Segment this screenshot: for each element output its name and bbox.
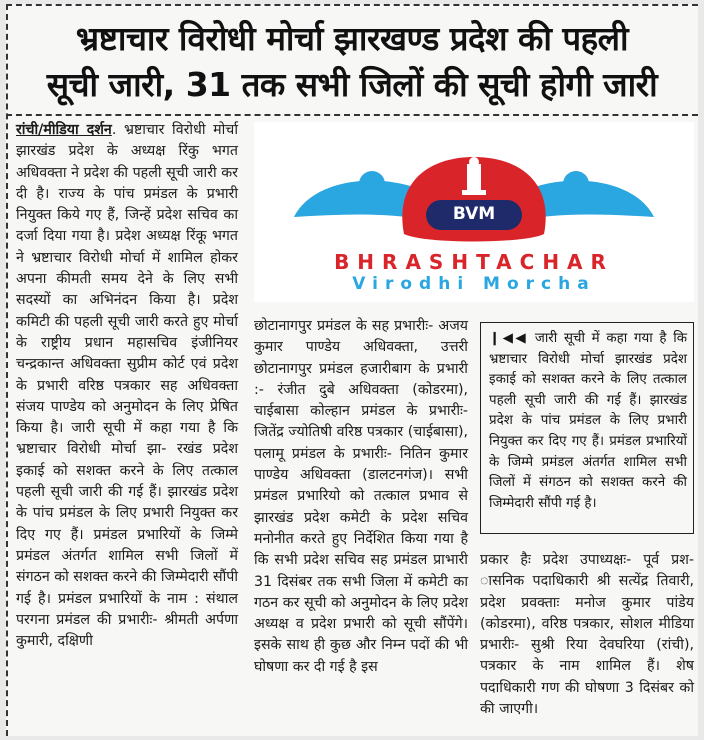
headline-divider <box>6 114 698 116</box>
top-border <box>6 4 698 6</box>
right-figure-head <box>563 171 589 197</box>
headline <box>20 16 684 108</box>
logo-initials: BVM <box>452 204 496 224</box>
headline-line-2: सूची जारी, 31 तक सभी जिलों की सूची होगी जारी <box>46 65 658 104</box>
logo-subtitle: Virodhi Morcha <box>352 274 596 294</box>
headline-line-1: भ्रष्टाचार विरोधी मोर्चा झारखण्ड प्रदेश की पहली <box>75 19 629 58</box>
left-figure-head <box>359 171 385 197</box>
pull-quote-text: जारी सूची में कहा गया है कि भ्रष्टाचार विरोधी मोर्चा झारखंड प्रदेश इकाई को सशक्त करने के लिए तत्काल पहली सूची जारी की गई हैं। झारखंड प्रदेश के पांच प्रमंडल के लिए प्रभारी नियुक्त कर दिए गए हैं। प्रमंडल प्रभारियों के जिम्मे प्रमंडल अंतर्गत शामिल सभी जिलों में संगठन को सशक्त करने की जिम्मेदारी सौंपी गई है। <box>489 331 687 511</box>
column-1-text: . भ्रष्टाचार विरोधी मोर्चा झारखंड प्रदेश के अध्यक्ष रिंकु भगत अधिवक्ता ने प्रदेश की पहली सूची जारी कर दी है। राज्य के पांच प्रमंडल के प्रभारी नियुक्त किये गए हैं, जिन्हें प्रदेश सचिव का दर्जा दिया गया है। प्रदेश अध्यक्ष रिंकू भगत ने भ्रष्टाचार विरोधी मोर्चा में शामिल होकर अपना कीमती समय देने के लिए सभी सदस्यों का अभिनंदन किया है। प्रदेश कमिटी की पहली सूची जारी करते हुए मोर्चा के राष्ट्रीय प्रधान महासचिव इंजीनियर चन्द्रकान्त अधिवक्ता सुप्रीम कोर्ट एवं प्रदेश के प्रभारी वरिष्ठ पत्रकार सह अधिवक्ता संजय पाण्डेय को अनुमोदन के लिए प्रेषित किया है। जारी सूची में कहा गया है कि भ्रष्टाचार विरोधी मोर्चा झा- रखंड प्रदेश इकाई को सशक्त करने के लिए तत्काल पहली सूची जारी की गई हैं। झारखंड प्रदेश के पांच प्रमंडल के लिए प्रभारी नियुक्त कर दिए गए हैं। प्रमंडल प्रभारियों के जिम्मे प्रमंडल अंतर्गत शामिल सभी जिलों में संगठन को सशक्त करने की जिम्मेदारी सौंपी गई है। प्रमंडल प्रभारियों के नाम : संथाल परगना प्रमंडल की प्रभारीः- श्रीमती अर्पणा कुमारी, दक्षिणी <box>16 122 239 650</box>
pillar-icon <box>467 164 481 194</box>
column-3-text: प्रकार हैः प्रदेश उपाध्यक्षः- पूर्व प्रश- ासनिक पदाधिकारी श्री सत्येंद्र तिवारी, प्रदेश प्रवक्ताः मनोज कुमार पांडेय (कोडरमा), वरिष्ठ पत्रकार, सोशल मीडिया प्रभारीः- सुश्री रिया देवघरिया (रांची), पत्रकार के नाम शामिल हैं। शेष पदाधिकारी गण की घोषणा 3 दिसंबर को की जाएगी। <box>480 552 694 718</box>
article-column-2 <box>254 316 468 678</box>
newspaper-clipping <box>6 4 698 736</box>
article-column-3 <box>480 550 694 720</box>
bvm-logo <box>254 122 694 302</box>
column-2-text: छोटानागपुर प्रमंडल के सह प्रभारीः- अजय कुमार पाण्डेय अधिवक्ता, उत्तरी छोटानागपुर प्रमंडल हजारीबाग के प्रभारी :- रंजीत दुबे अधिवक्ता (कोडरमा), चाईबासा कोल्हान प्रमंडल के प्रभारीः- जितेंद्र ज्योतिषी वरिष्ठ पत्रकार (चाईबासा), पलामू प्रमंडल के प्रभारीः- नितिन कुमार पाण्डेय अधिवक्ता (डालटनगंज)। सभी प्रमंडल प्रभारियो को तत्काल प्रभाव से झारखंड प्रदेश कमेटी के प्रदेश सचिव मनोनीत करते हुए निर्देशित किया गया है कि सभी प्रदेश सचिव सह प्रमंडल प्राभारी 31 दिसंबर तक सभी जिला में कमेटी का गठन कर सूची को अनुमोदन के लिए प्रदेश अध्यक्ष व प्रदेश प्रभारी को सूची सौंपेंगे। इसके साथ ही कुछ और निम्न पदों की भी घोषणा कर दी गई है इस <box>254 318 468 675</box>
dateline: रांची/मीडिया दर्शन <box>16 122 112 138</box>
quote-mark-icon: ❙◀◀ <box>489 331 529 346</box>
logo-title: BHRASHTACHAR <box>334 250 614 274</box>
pull-quote-box <box>480 322 694 534</box>
article-column-1 <box>16 120 238 652</box>
